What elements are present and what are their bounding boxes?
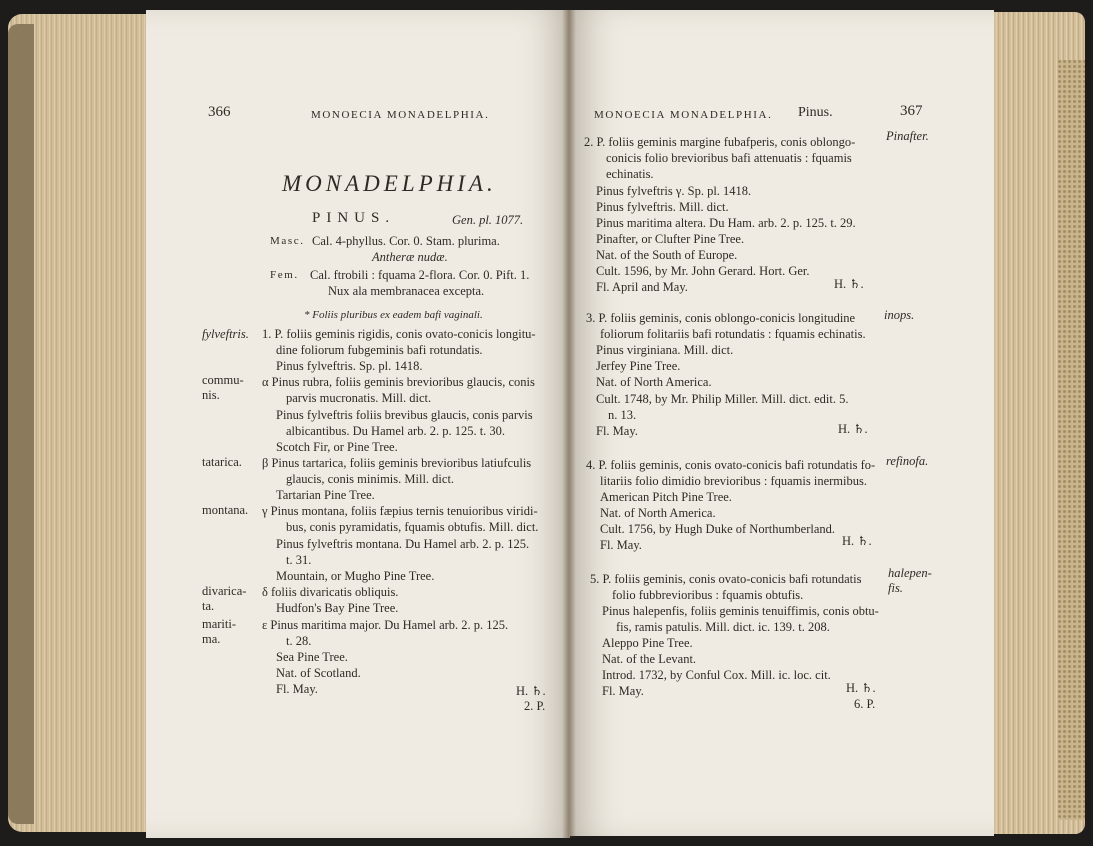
text-line: 1. P. foliis geminis rigidis, conis ovato-conicis longitu- [262, 327, 536, 341]
text-line: conicis folio brevioribus bafi attenuatis : fquamis [606, 151, 852, 165]
text-line: Nat. of Scotland. [276, 666, 361, 680]
text-line: Pinus halepenfis, foliis geminis tenuiffimis, conis obtu- [602, 604, 879, 618]
page-number-left: 366 [208, 104, 231, 120]
text-line: t. 28. [286, 634, 312, 648]
text-line: Fl. April and May. [596, 280, 688, 294]
book-gutter [562, 10, 576, 838]
text-line: Nat. of the South of Europe. [596, 248, 738, 262]
text-line: glaucis, conis minimis. Mill. dict. [286, 472, 455, 486]
genus-name: PINUS. [312, 210, 396, 226]
left-page [146, 10, 570, 838]
text-line: litariis folio dimidio brevioribus : fquamis inermibus. [600, 474, 867, 488]
end-mark: H. ♄. [838, 422, 868, 436]
end-mark: H. ♄. [516, 684, 546, 698]
text-line: parvis mucronatis. Mill. dict. [286, 391, 432, 405]
text-line: Pinus fylveftris foliis brevibus glaucis, conis parvis [276, 408, 533, 422]
text-line: Sea Pine Tree. [276, 650, 348, 664]
text-line: 2. P. foliis geminis margine fubafperis, conis oblongo- [584, 135, 856, 149]
text-line: Jerfey Pine Tree. [596, 359, 681, 373]
end-mark: H. ♄. [834, 277, 864, 291]
text-line: Pinus virginiana. Mill. dict. [596, 343, 734, 357]
text-line: Aleppo Pine Tree. [602, 636, 693, 650]
text-line: ε Pinus maritima major. Du Hamel arb. 2. p. 125. [262, 618, 509, 632]
masc-line2: Antheræ nudæ. [372, 250, 448, 264]
margin-note: montana. [202, 503, 249, 517]
text-line: Cult. 1756, by Hugh Duke of Northumberland. [600, 522, 836, 536]
text-line: Pinus fylveftris. Mill. dict. [596, 200, 729, 214]
text-line: 4. P. foliis geminis, conis ovato-conicis bafi rotundatis fo- [586, 458, 876, 472]
masc-text: Cal. 4-phyllus. Cor. 0. Stam. plurima. [312, 234, 500, 248]
margin-note: tatarica. [202, 455, 242, 469]
text-line: foliorum folitariis bafi rotundatis : fquamis echinatis. [600, 327, 866, 341]
text-line: β Pinus tartarica, foliis geminis brevioribus latiufculis [262, 456, 532, 470]
text-line: Nat. of the Levant. [602, 652, 697, 666]
text-line: dine foliorum fubgeminis bafi rotundatis. [276, 343, 483, 357]
masc-label: Masc. [270, 235, 305, 247]
text-line: Cult. 1596, by Mr. John Gerard. Hort. Ger. [596, 264, 810, 278]
right-cover [1058, 60, 1085, 820]
fem-label: Fem. [270, 269, 299, 281]
catchword-right: 6. P. [854, 697, 876, 711]
text-line: Fl. May. [602, 684, 644, 698]
running-genus: Pinus. [798, 105, 833, 120]
text-line: 3. P. foliis geminis, conis oblongo-conicis longitudine [586, 311, 856, 325]
text-line: 5. P. foliis geminis, conis ovato-conicis bafi rotundatis [590, 572, 862, 586]
text-line: Pinus fylveftris γ. Sp. pl. 1418. [596, 184, 752, 198]
margin-note: mariti- [202, 617, 237, 631]
margin-note: commu- [202, 373, 244, 387]
fem-line2: Nux ala membranacea excepta. [328, 284, 485, 298]
genus-reference: Gen. pl. 1077. [452, 213, 524, 227]
text-line: bus, conis pyramidatis, fquamis obtufis. Mill. dict. [286, 520, 539, 534]
text-line: n. 13. [608, 408, 637, 422]
margin-note: nis. [202, 388, 220, 402]
text-line: albicantibus. Du Hamel arb. 2. p. 125. t. 30. [286, 424, 506, 438]
left-cover [8, 24, 34, 824]
text-line: Fl. May. [600, 538, 642, 552]
right-page [570, 10, 994, 836]
section-subheading: * Foliis pluribus ex eadem bafi vaginali. [304, 309, 483, 321]
catchword-left: 2. P. [524, 699, 546, 713]
margin-note: divarica- [202, 584, 247, 598]
text-line: echinatis. [606, 167, 654, 181]
margin-note: fis. [888, 581, 903, 595]
text-line: δ foliis divaricatis obliquis. [262, 585, 399, 599]
text-line: folio fubbrevioribus : fquamis obtufis. [612, 588, 804, 602]
text-line: American Pitch Pine Tree. [600, 490, 732, 504]
margin-note: halepen- [888, 566, 932, 580]
text-line: Fl. May. [596, 424, 638, 438]
text-line: t. 31. [286, 553, 312, 567]
page-number-right: 367 [900, 103, 923, 119]
text-line: Mountain, or Mugho Pine Tree. [276, 569, 435, 583]
running-head-right: MONOECIA MONADELPHIA. [594, 109, 773, 121]
text-line: Pinus fylveftris. Sp. pl. 1418. [276, 359, 423, 373]
text-line: Nat. of North America. [596, 375, 712, 389]
text-line: fis, ramis patulis. Mill. dict. ic. 139. t. 208. [616, 620, 830, 634]
text-line: Nat. of North America. [600, 506, 716, 520]
end-mark: H. ♄. [842, 534, 872, 548]
running-head-left: MONOECIA MONADELPHIA. [311, 109, 490, 121]
text-line: Pinus maritima altera. Du Ham. arb. 2. p. 125. t. 29. [596, 216, 856, 230]
text-line: Cult. 1748, by Mr. Philip Miller. Mill. dict. edit. 5. [596, 392, 849, 406]
end-mark: H. ♄. [846, 681, 876, 695]
section-heading: MONADELPHIA. [282, 171, 497, 196]
text-line: γ Pinus montana, foliis fæpius ternis tenuioribus viridi- [262, 504, 538, 518]
text-line: Fl. May. [276, 682, 318, 696]
margin-note: inops. [884, 308, 915, 322]
text-line: Pinafter, or Clufter Pine Tree. [596, 232, 745, 246]
margin-note: Pinafter. [886, 129, 929, 143]
text-line: Introd. 1732, by Conful Cox. Mill. ic. loc. cit. [602, 668, 831, 682]
text-line: α Pinus rubra, foliis geminis brevioribus glaucis, conis [262, 375, 535, 389]
margin-note: ma. [202, 632, 221, 646]
margin-note: ta. [202, 599, 215, 613]
margin-note: fylveftris. [202, 327, 249, 341]
margin-note: refinofa. [886, 454, 929, 468]
text-line: Scotch Fir, or Pine Tree. [276, 440, 398, 454]
text-line: Tartarian Pine Tree. [276, 488, 375, 502]
fem-text: Cal. ftrobili : fquama 2-flora. Cor. 0. Pift. 1. [310, 268, 530, 282]
text-line: Hudfon's Bay Pine Tree. [276, 601, 399, 615]
text-line: Pinus fylveftris montana. Du Hamel arb. 2. p. 125. [276, 537, 530, 551]
